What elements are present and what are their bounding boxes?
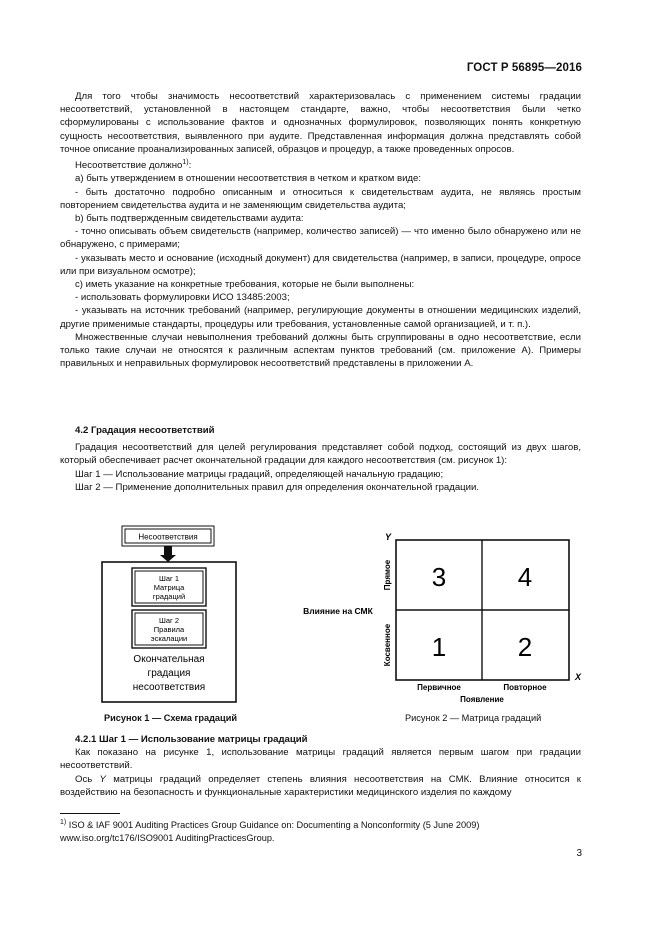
footnote-separator: [60, 813, 120, 814]
fig2-cell-2: 2: [517, 632, 533, 662]
section-4-2: [60, 424, 581, 494]
nc-intro: [60, 156, 581, 172]
list-item: - указывать место и основание (исходный документ) для свидетельства (например, в записи, процедуре, опросе или при визуальном осмотре);: [60, 252, 581, 277]
section-4-2-text: Градация несоответствий для целей регулирования представляет собой подход, состоящий из двух шагов, который обеспечивает расчет окончательной градации для каждого несоответствия (см. рисунок 1):: [60, 442, 581, 467]
paragraph-intro: Для того чтобы значимость несоответствий характеризовалась с применением системы градации несоответствий, установленной в настоящем стандарте, важно, чтобы несоответствия были четко сформулированы с использование фактов и однозначных формулировок, позволяющих понять конкретную сущность несоответствия, выявленного при аудите. Представленная информация должна представлять собой точное описание проанализированных записей, образцов и процедур, а также проведенных опросов.: [60, 91, 581, 155]
list-item: - указывать на источник требований (например, регулирующие документы в отношении медицинских изделий, другие применимые стандарты, процедуры или требования, установленные самой организацией, и т. п.).: [60, 305, 581, 330]
fig1-result-line2: градация: [147, 668, 191, 679]
step1-text: Шаг 1 — Использование матрицы градаций, определяющей начальную градацию;: [75, 468, 444, 480]
step2-text: Шаг 2 — Применение дополнительных правил для определения окончательной градации.: [75, 481, 480, 493]
footnote-ref: 1): [182, 159, 189, 167]
list-item: - использовать формулировки ИСО 13485:2003;: [75, 292, 290, 304]
list-item: Множественные случаи невыполнения требований должны быть сгруппированы в одно несоответствие, если только такие случаи не относятся к различным аспектам пунктов требований (см. приложение А). Примеры правильных и неправильных формулировок несоответствий представлены в приложении А.: [60, 331, 581, 370]
fig1-result-line1: Окончательная: [133, 654, 205, 665]
figure2-matrix: [300, 530, 590, 720]
p2-post: матрицы градаций определяет степень влияния несоответствия на СМК. Влияние относится к воздействию на безопасность и функциональные характеристики медицинского изделия по каждому: [60, 773, 581, 798]
list-item: - быть достаточно подробно описанным и относиться к свидетельствам аудита, не являясь простым повторением свидетельства аудита и не заменяющим свидетельства аудита;: [60, 186, 581, 211]
section-4-2-1: [60, 733, 581, 799]
document-id-header: ГОСТ Р 56895—2016: [466, 62, 582, 74]
fig2-cell-3: 3: [431, 562, 447, 592]
figure2-caption: Рисунок 2 — Матрица градаций: [405, 713, 542, 723]
fig1-top-box-label: Несоответствия: [138, 532, 198, 542]
fig1-step2-line1: Шаг 2: [158, 616, 180, 625]
figure1-flowchart: [90, 520, 250, 720]
footnote-text: ISO & IAF 9001 Auditing Practices Group Guidance on: Documenting a Nonconformity (5 June 2009) www.iso.org/tc176/ISO9001 AuditingPracticesGroup.: [60, 820, 480, 843]
fig1-arrow-stem: [164, 546, 172, 555]
section-4-2-1-p1: Как показано на рисунке 1, использование матрицы градаций является первым шагом при градации несоответствий.: [60, 747, 581, 772]
section-4-2-heading: 4.2 Градация несоответствий: [75, 425, 215, 436]
fig1-step1-line2: Матрица: [153, 583, 185, 592]
fig1-step2-line2: Правила: [153, 625, 185, 634]
fig2-cell-4: 4: [517, 562, 533, 592]
body-text-top: [60, 90, 581, 370]
fig2-cell-1: 1: [431, 632, 447, 662]
fig1-arrow-head: [160, 555, 176, 562]
p2-pre: Ось: [75, 773, 100, 785]
list-item: - точно описывать объем свидетельств (например, количество записей) — что именно было обнаружено или не обнаружено, с примерами;: [60, 226, 581, 251]
list-item: b) быть подтвержденным свидетельствами аудита:: [75, 213, 304, 225]
footnote: [60, 817, 581, 844]
nc-intro-colon: :: [188, 160, 192, 172]
fig2-row-bottom-label: Косвенное: [383, 623, 392, 667]
fig1-step1-line1: Шаг 1: [158, 574, 180, 583]
fig2-col-right-label: Повторное: [503, 683, 547, 692]
fig1-result-line3: несоответствия: [132, 682, 206, 693]
list-item: а) быть утверждением в отношении несоответствия в четком и кратком виде:: [75, 173, 422, 185]
fig2-y-axis-title: Влияние на СМК: [303, 606, 373, 616]
nc-intro-text: Несоответствие должно: [75, 160, 183, 172]
list-item: с) иметь указание на конкретные требования, которые не были выполнены:: [75, 279, 415, 291]
page-number: 3: [576, 848, 582, 859]
footnote-mark: 1): [60, 819, 67, 826]
p2-y-italic: Y: [99, 773, 106, 785]
section-4-2-1-p2: [60, 773, 581, 799]
fig2-y-label: Y: [384, 532, 392, 542]
fig2-x-axis-title: Появление: [460, 695, 504, 704]
fig1-step1-line3: градаций: [152, 592, 186, 601]
fig2-x-label: X: [574, 672, 582, 682]
fig2-row-top-label: Прямое: [383, 559, 392, 591]
fig1-step2-line3: эскалации: [150, 634, 188, 643]
section-4-2-1-heading: 4.2.1 Шаг 1 — Использование матрицы градаций: [75, 734, 308, 745]
fig2-col-left-label: Первичное: [417, 683, 461, 692]
figure1-caption: Рисунок 1 — Схема градаций: [104, 713, 237, 723]
